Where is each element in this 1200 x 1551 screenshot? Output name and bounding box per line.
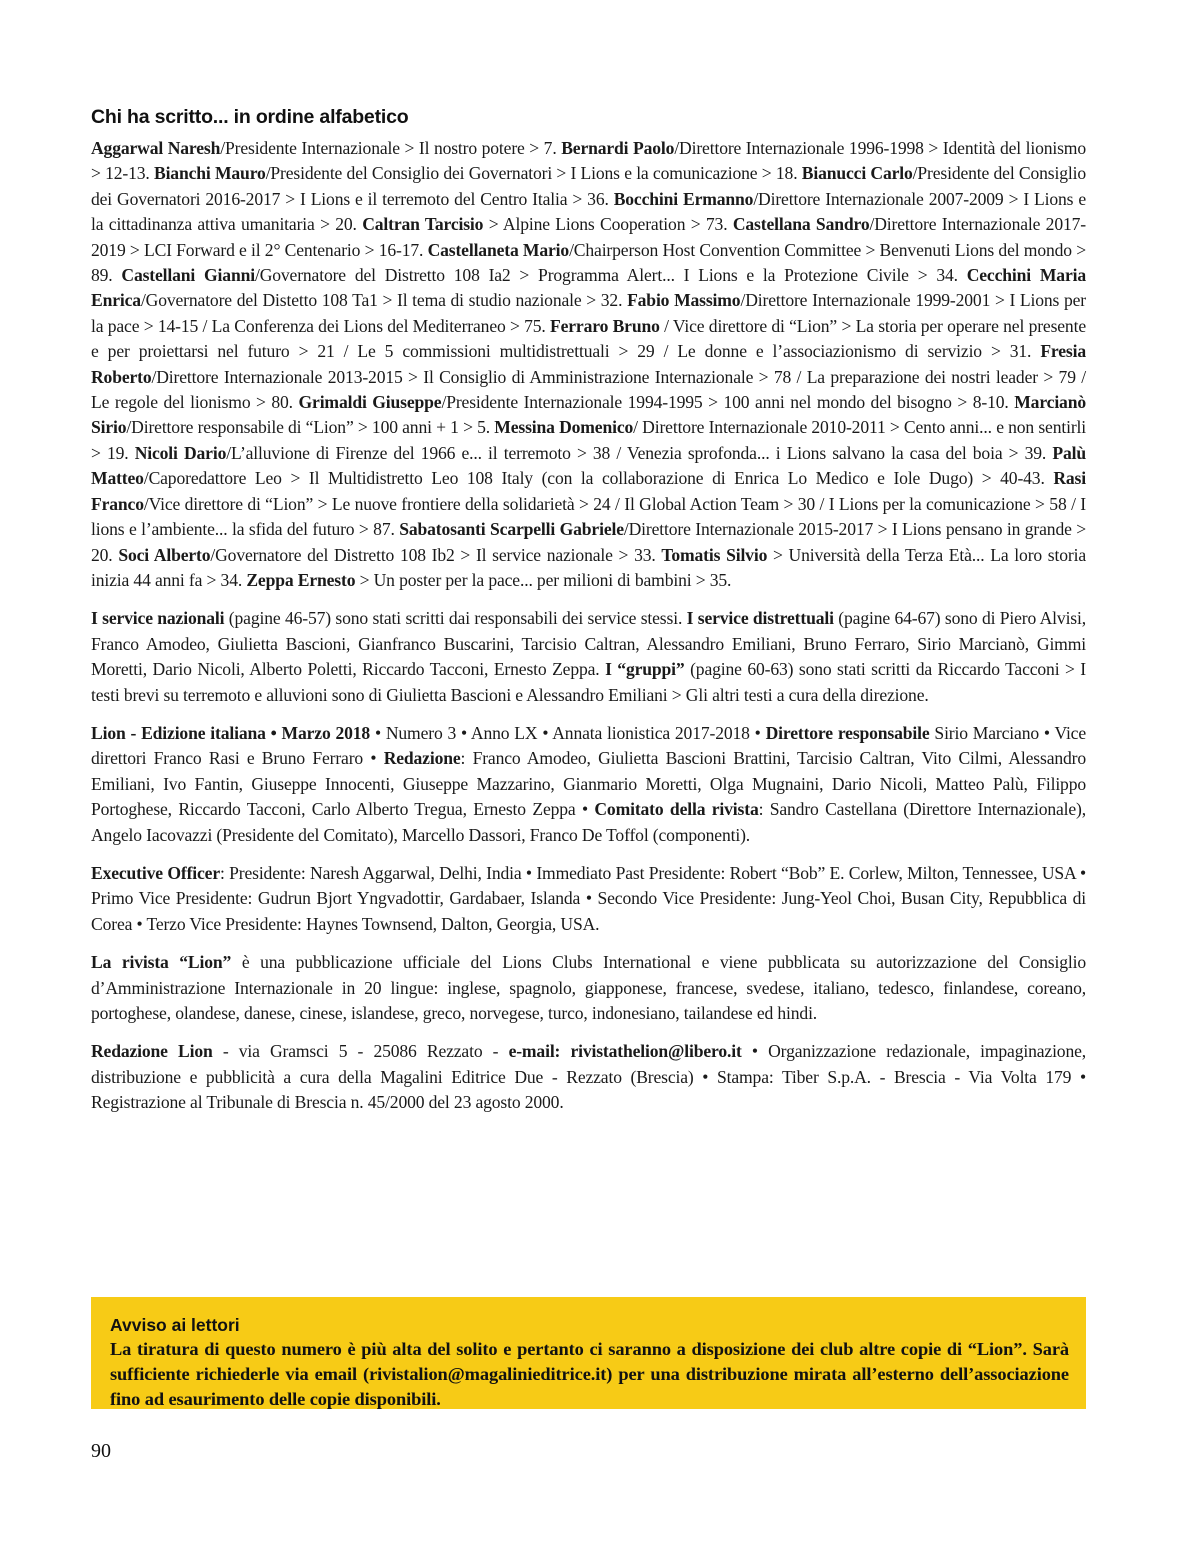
- text-run: (pagine 60-63) sono stati scritti da Riccardo Tacconi > I testi brevi su terremoto e alluvioni sono di Giulietta Bascioni e Alessandro Emiliani > Gli altri testi a cura della direzione.: [91, 659, 1086, 705]
- text-run: /Vice direttore di “Lion” > Le nuove frontiere della solidarietà > 24 / Il Global Action Team > 30 / I Lions per la comunicazione > 58 / I lions e l’ambiente... la sfida del futuro > 87.: [91, 493, 1086, 540]
- text-run: /Governatore del Distretto 108 Ib2 > Il service nazionale > 33.: [210, 544, 662, 565]
- bold-run: Bianucci Carlo: [801, 163, 913, 184]
- bold-run: Sabatosanti Scarpelli Gabriele: [399, 519, 624, 540]
- bold-run: Marcianò Sirio: [91, 392, 1086, 438]
- bold-run: I service nazionali: [91, 608, 225, 629]
- notice-body: La tiratura di questo numero è più alta del solito e pertanto ci saranno a disposizione dei club altre copie di “Lion”. Sarà sufficiente richiederle via email (rivistalion@magalinieditrice.it) per una distribuzione mirata all’esterno dell’associazione fino ad esaurimento delle copie disponibili.: [110, 1339, 1069, 1409]
- text-run: /Direttore Internazionale 1999-2001 > I Lions per la pace > 14-15 / La Conferenza dei Lions del Mediterraneo > 75.: [91, 290, 1086, 336]
- bold-run: Palù Matteo: [91, 442, 1086, 489]
- text-run: /Direttore responsabile di “Lion” > 100 anni + 1 > 5.: [126, 417, 495, 438]
- paragraph-magazine: [91, 950, 1086, 1026]
- bold-run: Rasi Franco: [91, 468, 1086, 514]
- bold-run: Direttore responsabile: [765, 722, 930, 743]
- bold-run: Zeppa Ernesto: [246, 569, 356, 590]
- text-run: > Un poster per la pace... per milioni di bambini > 35.: [355, 569, 732, 590]
- text-run: /Governatore del Distretto 108 Ia2 > Programma Alert... I Lions e la Protezione Civile > 34.: [254, 265, 967, 286]
- bold-run: Fresia Roberto: [91, 341, 1086, 387]
- bold-run: Nicoli Dario: [134, 442, 227, 463]
- bold-run: Tomatis Silvio: [661, 544, 768, 565]
- text-run: /Presidente del Consiglio dei Governatori 2016-2017 > I Lions e il terremoto del Centro Italia > 36.: [91, 163, 1086, 209]
- paragraphs-container: [91, 136, 1086, 1116]
- bold-run: La rivista “Lion”: [91, 952, 232, 973]
- text-run: /L’alluvione di Firenze del 1966 e... il terremoto > 38 / Venezia sprofonda... i Lions salvano la casa del boia > 39.: [226, 442, 1053, 463]
- bold-run: Bernardi Paolo: [561, 138, 675, 158]
- text-run: / Vice direttore di “Lion” > La storia per operare nel presente e per proiettarsi nel futuro > 21 / Le 5 commissioni multidistrettuali > 29 / Le donne e l’associazionismo di servizio > 31.: [91, 315, 1086, 362]
- text-run: /Chairperson Host Convention Committee > Benvenuti Lions del mondo > 89.: [91, 239, 1086, 286]
- paragraph-executive: [91, 861, 1086, 937]
- bold-run: Castellana Sandro: [732, 214, 870, 235]
- bold-run: Comitato della rivista: [594, 799, 759, 820]
- bold-run: Castellaneta Mario: [427, 239, 570, 260]
- text-run: : Presidente: Naresh Aggarwal, Delhi, India • Immediato Past Presidente: Robert “Bob” E. Corlew, Milton, Tennessee, USA • Primo Vice Presidente: Gudrun Bjort Yngvadottir, Gardabaer, Islanda • Secondo Vice Presidente: Jung-Yeol Choi, Busan City, Repubblica di Corea • Terzo Vice Presidente: Haynes Townsend, Dalton, Georgia, USA.: [91, 862, 1086, 934]
- page-content: [91, 106, 1086, 1129]
- text-run: /Direttore Internazionale 1996-1998 > Identità del lionismo > 12-13.: [91, 138, 1086, 184]
- paragraph-edition: [91, 721, 1086, 848]
- text-run: / Direttore Internazionale 2010-2011 > Cento anni... e non sentirli > 19.: [91, 417, 1087, 463]
- bold-run: Executive Officer: [91, 862, 220, 883]
- bold-run: e-mail: rivistathelion@libero.it: [508, 1041, 742, 1062]
- text-run: è una pubblicazione ufficiale del Lions Clubs International e viene pubblicata su autorizzazione del Consiglio d’Amministrazione Internazionale in 20 lingue: inglese, spagnolo, giapponese, francese, svedese, italiano, tedesco, finlandese, coreano, portoghese, olandese, danese, cinese, islandese, greco, norvegese, turco, indonesiano, tailandese ed hindi.: [91, 952, 1086, 1023]
- bold-run: Castellani Gianni: [121, 265, 255, 286]
- text-run: > Università della Terza Età... La loro storia inizia 44 anni fa > 34.: [91, 544, 1086, 590]
- bold-run: Messina Domenico: [494, 417, 634, 438]
- bold-run: Redazione Lion: [91, 1041, 213, 1062]
- paragraph-office: [91, 1039, 1086, 1115]
- text-run: /Governatore del Distetto 108 Ta1 > Il tema di studio nazionale > 32.: [140, 290, 628, 311]
- notice-title: Avviso ai lettori: [110, 1315, 240, 1335]
- text-run: • Numero 3 • Anno LX • Annata lionistica 2017-2018 •: [370, 722, 766, 743]
- bold-run: Lion - Edizione italiana • Marzo 2018: [91, 722, 371, 743]
- bold-run: Aggarwal Naresh: [91, 138, 221, 158]
- text-run: : Sandro Castellana (Direttore Internazionale), Angelo Iacovazzi (Presidente del Comitato), Marcello Dassori, Franco De Toffol (componenti).: [91, 799, 1086, 845]
- text-run: : Franco Amodeo, Giulietta Bascioni Brattini, Tarcisio Caltran, Vito Cilmi, Alessandro Emiliani, Ivo Fantin, Giuseppe Innocenti, Giuseppe Mazzarino, Gianmario Moretti, Olga Mugnaini, Dario Nicoli, Matteo Palù, Filippo Portoghese, Riccardo Tacconi, Carlo Alberto Tregua, Ernesto Zeppa •: [91, 748, 1087, 820]
- text-run: /Direttore Internazionale 2017-2019 > LCI Forward e il 2° Centenario > 16-17.: [91, 214, 1086, 260]
- text-run: /Direttore Internazionale 2015-2017 > I Lions pensano in grande > 20.: [91, 519, 1087, 565]
- bold-run: Bianchi Mauro: [153, 163, 266, 184]
- text-run: /Presidente del Consiglio dei Governatori > I Lions e la comunicazione > 18.: [265, 163, 802, 184]
- text-run: /Presidente Internazionale > Il nostro potere > 7.: [220, 138, 562, 158]
- bold-run: Redazione: [383, 748, 461, 769]
- bold-run: Cecchini Maria Enrica: [91, 265, 1086, 311]
- text-run: /Caporedattore Leo > Il Multidistretto Leo 108 Italy (con la collaborazione di Enrica Lo Medico e Iole Dugo) > 40-43.: [143, 468, 1054, 489]
- text-run: > Alpine Lions Cooperation > 73.: [483, 214, 733, 235]
- text-run: • Organizzazione redazionale, impaginazione, distribuzione e pubblicità a cura della Magalini Editrice Due - Rezzato (Brescia) • Stampa: Tiber S.p.A. - Brescia - Via Volta 179 • Registrazione al Tribunale di Brescia n. 45/2000 del 23 agosto 2000.: [91, 1041, 1087, 1113]
- bold-run: Soci Alberto: [118, 544, 211, 565]
- text-run: Sirio Marciano • Vice direttori Franco Rasi e Bruno Ferraro •: [91, 722, 1086, 769]
- text-run: (pagine 46-57) sono stati scritti dai responsabili dei service stessi.: [224, 608, 687, 629]
- text-run: (pagine 64-67) sono di Piero Alvisi, Franco Amodeo, Giulietta Bascioni, Gianfranco Buscarini, Tarcisio Caltran, Alessandro Emiliani, Bruno Ferraro, Sirio Marcianò, Gimmi Moretti, Dario Nicoli, Alberto Poletti, Riccardo Tacconi, Ernesto Zeppa.: [91, 608, 1086, 680]
- bold-run: Ferraro Bruno: [550, 315, 660, 336]
- text-run: - via Gramsci 5 - 25086 Rezzato -: [212, 1041, 509, 1062]
- paragraph-services: [91, 606, 1086, 708]
- bold-run: Fabio Massimo: [627, 290, 741, 311]
- text-run: /Direttore Internazionale 2013-2015 > Il Consiglio di Amministrazione Internazionale > 78 / La preparazione dei nostri leader > 79 / Le regole del lionismo > 80.: [91, 366, 1086, 413]
- section-title: Chi ha scritto... in ordine alfabetico: [91, 106, 409, 128]
- text-run: /Presidente Internazionale 1994-1995 > 100 anni nel mondo del bisogno > 8-10.: [441, 392, 1015, 413]
- bold-run: Caltran Tarcisio: [362, 214, 484, 235]
- paragraph-authors: [91, 136, 1086, 593]
- page-number: 90: [91, 1440, 111, 1462]
- bold-run: I “gruppi”: [605, 659, 685, 680]
- text-run: /Direttore Internazionale 2007-2009 > I Lions e la cittadinanza attiva umanitaria > 20.: [91, 188, 1087, 235]
- bold-run: Grimaldi Giuseppe: [298, 392, 442, 413]
- notice-box: [91, 1297, 1086, 1409]
- bold-run: Bocchini Ermanno: [613, 188, 754, 209]
- bold-run: I service distrettuali: [686, 608, 834, 629]
